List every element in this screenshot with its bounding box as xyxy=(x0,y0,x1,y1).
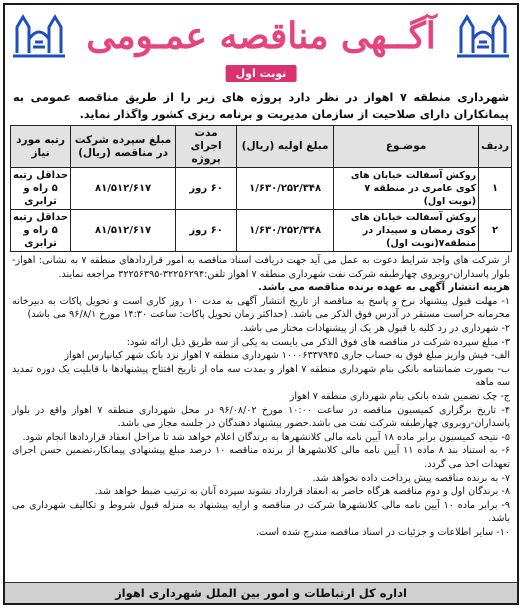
project-duration: ۶۰ روز xyxy=(176,168,237,210)
conditions-text xyxy=(5,252,517,539)
condition-item: ۷- به برنده مناقصه پیش پرداخت داده نخواهد شد. xyxy=(312,472,510,484)
footer-signature: اداره کل ارتباطات و امور بین الملل شهرداری اهواز xyxy=(5,582,517,603)
header xyxy=(5,5,517,87)
required-rank: حداقل رتبه ۵ راه و ترابری xyxy=(11,210,71,252)
col-header-deposit: مبلغ سپرده شرکت در مناقصه (ریال) xyxy=(71,126,176,168)
advertisement-page xyxy=(3,3,519,605)
condition-item: ۹- برابر ماده ۱۰ آیین نامه مالی کلانشهرها شرکت در مناقصه و ارایه پیشنهاد به منزله قبول شروط و تکالیف شهرداری می باشد. xyxy=(12,499,510,525)
condition-item: ب- بصورت ضمانتنامه بانکی بنام شهرداری منطقه ۷ اهواز و بمدت سه ماه از تاریخ افتتاح پیشنهادها با قابلیت یک دوره تمدید سه ماهه xyxy=(12,363,510,389)
project-subject: روکش آسفالت خیابان های کوی رمضان و سپیدار در منطقه۷(نوبت اول) xyxy=(334,210,479,252)
condition-item: ۴- تاریخ برگزاری کمیسیون مناقصه در ساعت ۱۰:۰۰ مورخ ۹۶/۰۸/۰۲ در محل شهرداری منطقه ۷ اهواز واقع در بلوار پاسداران-روبروی چهارطبقه شرکت نفت می باشد.حضور پیشنهاد دهندگان در جلسه مجاز می باشد. xyxy=(12,404,510,430)
project-subject: روکش آسفالت خیابان های کوی عامری در منطقه ۷ (نوبت اول) xyxy=(334,168,479,210)
required-rank: حداقل رتبه ۵ راه و ترابری xyxy=(11,168,71,210)
table-row xyxy=(11,168,512,210)
condition-item: الف- فیش واریز مبلغ فوق به حساب جاری ۱۰۰۰۶۳۳۷۹۴۵ شهرداری منطقه ۷ اهواز نزد بانک شهر کیانپارس اهواز xyxy=(64,350,510,362)
col-header-subject: موضـوع xyxy=(334,126,479,168)
municipality-logo-icon xyxy=(11,9,67,61)
initial-amount: ۱/۶۳۰/۲۵۲/۳۴۸ xyxy=(237,210,334,252)
round-badge: نوبت اول xyxy=(226,65,297,82)
col-header-duration: مدت اجرای پروژه xyxy=(176,126,237,168)
municipality-logo-icon xyxy=(455,9,511,61)
condition-item: ۲- شهرداری در رد کلیه یا قبول هر یک از پیشنهادات مختار می باشد. xyxy=(240,322,510,334)
condition-item: ۸- برندگان اول و دوم مناقصه هرگاه حاضر به انعقاد قرارداد نشوند سپرده آنان به ترتیب ضبط خواهد شد. xyxy=(94,486,510,498)
table-row xyxy=(11,210,512,252)
intro-text: شهرداری منطقه ۷ اهواز در نظر دارد پروژه های زیر را از طریق مناقصه عمومی به پیمانکاران دارای صلاحیت از سازمان مدیریت و برنامه ریزی کشور واگذار نماید. xyxy=(13,91,509,121)
deposit-amount: ۸۱/۵۱۲/۶۱۷ xyxy=(71,168,176,210)
ad-cost-note: هزینه انتشار آگهی به عهده برنده مناقصه می باشد. xyxy=(258,282,510,294)
projects-table xyxy=(10,125,512,252)
condition-item: ۶- به استناد بند ۸ ماده ۱۱ آیین نامه مالی کلانشهرها از برنده مناقصه ۱۰ درصد مبلغ پیشنهادی پیمانکار،تضمین حسن اجرای تعهدات اخذ می گردد. xyxy=(12,445,510,470)
col-header-rank: رتبه مورد نیاز xyxy=(11,126,71,168)
condition-item: ۱- مهلت قبول پیشنهاد نرخ و پاسخ به مناقصه از تاریخ انتشار آگهی به مدت ۱۰ روز کاری است و تحویل پاکات به دبیرخانه محرمانه حراست مستقر در آدرس فوق الذکر می باشد. (حداکثر زمان تحویل پاکات: ساعت ۱۴:۳۰ مورخ ۹۶/۸/۱ می باشد) xyxy=(12,295,510,321)
invitation-paragraph: از شرکت های واجد شرایط دعوت به عمل می آید جهت دریافت اسناد مناقصه به امور قراردادهای منطقه ۷ به نشانی: اهواز-بلوار پاسداران-روبروی چهارطبقه شرکت نفت شهرداری منطقه ۷ اهواز تلفن:۳۲۲۵۶۲۹۴-۳۲۲۵۶۳۹۵ مراجعه نمایند. xyxy=(12,255,510,280)
condition-item: ۳- مبلغ سپرده شرکت در مناقصه های فوق الذکر می بایست به یکی از سه طریق ذیل ارائه شود: xyxy=(126,336,510,348)
condition-item: ۱۰- سایر اطلاعات و جزئیات در اسناد مناقصه مندرج شده است. xyxy=(255,526,510,538)
condition-item: ج- چک تضمین شده بانکی بنام شهرداری منطقه ۷ اهواز xyxy=(289,390,510,402)
page-title: آگــهی مناقصه عمـومی xyxy=(86,15,436,57)
initial-amount: ۱/۶۳۰/۲۵۲/۳۴۸ xyxy=(237,168,334,210)
table-header-row xyxy=(11,126,512,168)
col-header-row-number: ردیف xyxy=(479,126,512,168)
col-header-initial-amount: مبلغ اولیه (ریال) xyxy=(237,126,334,168)
deposit-amount: ۸۱/۵۱۲/۶۱۷ xyxy=(71,210,176,252)
project-duration: ۶۰ روز xyxy=(176,210,237,252)
row-number: ۱ xyxy=(479,168,512,210)
row-number: ۲ xyxy=(479,210,512,252)
condition-item: ۵- نتیجه کمیسیون برابر ماده ۱۸ آیین نامه مالی کلانشهرها به برندگان اعلام خواهد شد تا مراحل انعقاد قراردادها انجام شود. xyxy=(22,431,510,443)
